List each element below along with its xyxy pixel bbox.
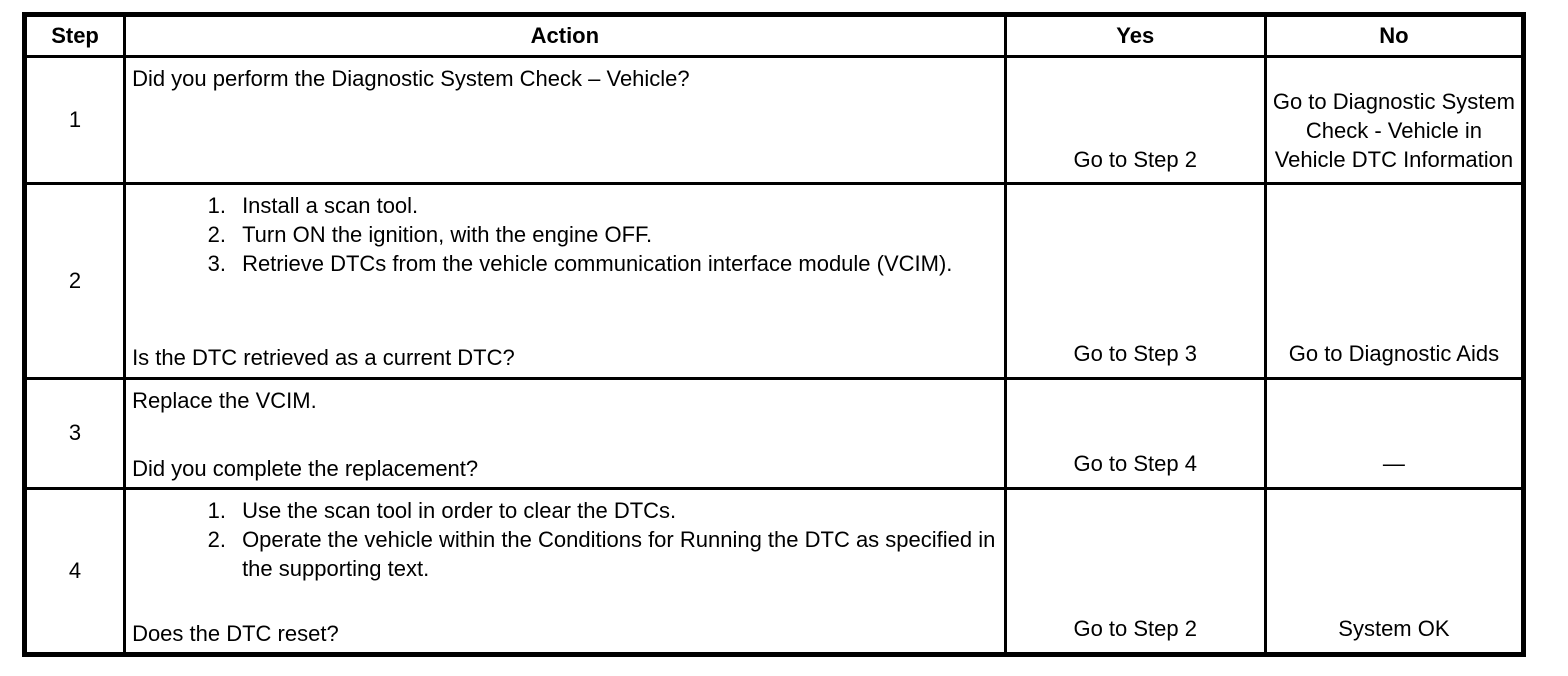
table-row (25, 488, 1524, 654)
action-instruction: Replace the VCIM. (132, 387, 317, 413)
header-step: Step (25, 15, 125, 57)
action-cell (125, 184, 1006, 378)
no-cell: System OK (1265, 488, 1523, 654)
action-cell (125, 57, 1006, 184)
action-cell (125, 488, 1006, 654)
action-steps-list (132, 191, 998, 278)
list-item: 1. Use the scan tool in order to clear the DTCs. (232, 496, 998, 525)
header-row (25, 15, 1524, 57)
step-number: 2 (25, 184, 125, 378)
action-question: Does the DTC reset? (132, 620, 339, 646)
step-number: 4 (25, 488, 125, 654)
table-row (25, 378, 1524, 488)
step-number: 1 (25, 57, 125, 184)
yes-cell: Go to Step 4 (1005, 378, 1265, 488)
table-row (25, 184, 1524, 378)
table-row (25, 57, 1524, 184)
list-item: 2. Operate the vehicle within the Conditions for Running the DTC as specified in the supporting text. (232, 525, 998, 583)
action-steps-list (132, 496, 998, 583)
list-item: 2. Turn ON the ignition, with the engine OFF. (232, 220, 998, 249)
action-question: Did you perform the Diagnostic System Check – Vehicle? (132, 66, 690, 91)
action-question: Did you complete the replacement? (132, 455, 479, 481)
header-no: No (1265, 15, 1523, 57)
header-action: Action (125, 15, 1006, 57)
no-cell: Go to Diagnostic System Check - Vehicle in Vehicle DTC Information (1265, 57, 1523, 184)
diagnostic-table (22, 12, 1526, 657)
no-cell: Go to Diagnostic Aids (1265, 184, 1523, 378)
yes-cell: Go to Step 3 (1005, 184, 1265, 378)
list-item: 3. Retrieve DTCs from the vehicle communication interface module (VCIM). (232, 249, 998, 278)
yes-cell: Go to Step 2 (1005, 488, 1265, 654)
no-cell: — (1265, 378, 1523, 488)
yes-cell: Go to Step 2 (1005, 57, 1265, 184)
step-number: 3 (25, 378, 125, 488)
action-question: Is the DTC retrieved as a current DTC? (132, 345, 515, 371)
header-yes: Yes (1005, 15, 1265, 57)
list-item: 1. Install a scan tool. (232, 191, 998, 220)
action-cell (125, 378, 1006, 488)
